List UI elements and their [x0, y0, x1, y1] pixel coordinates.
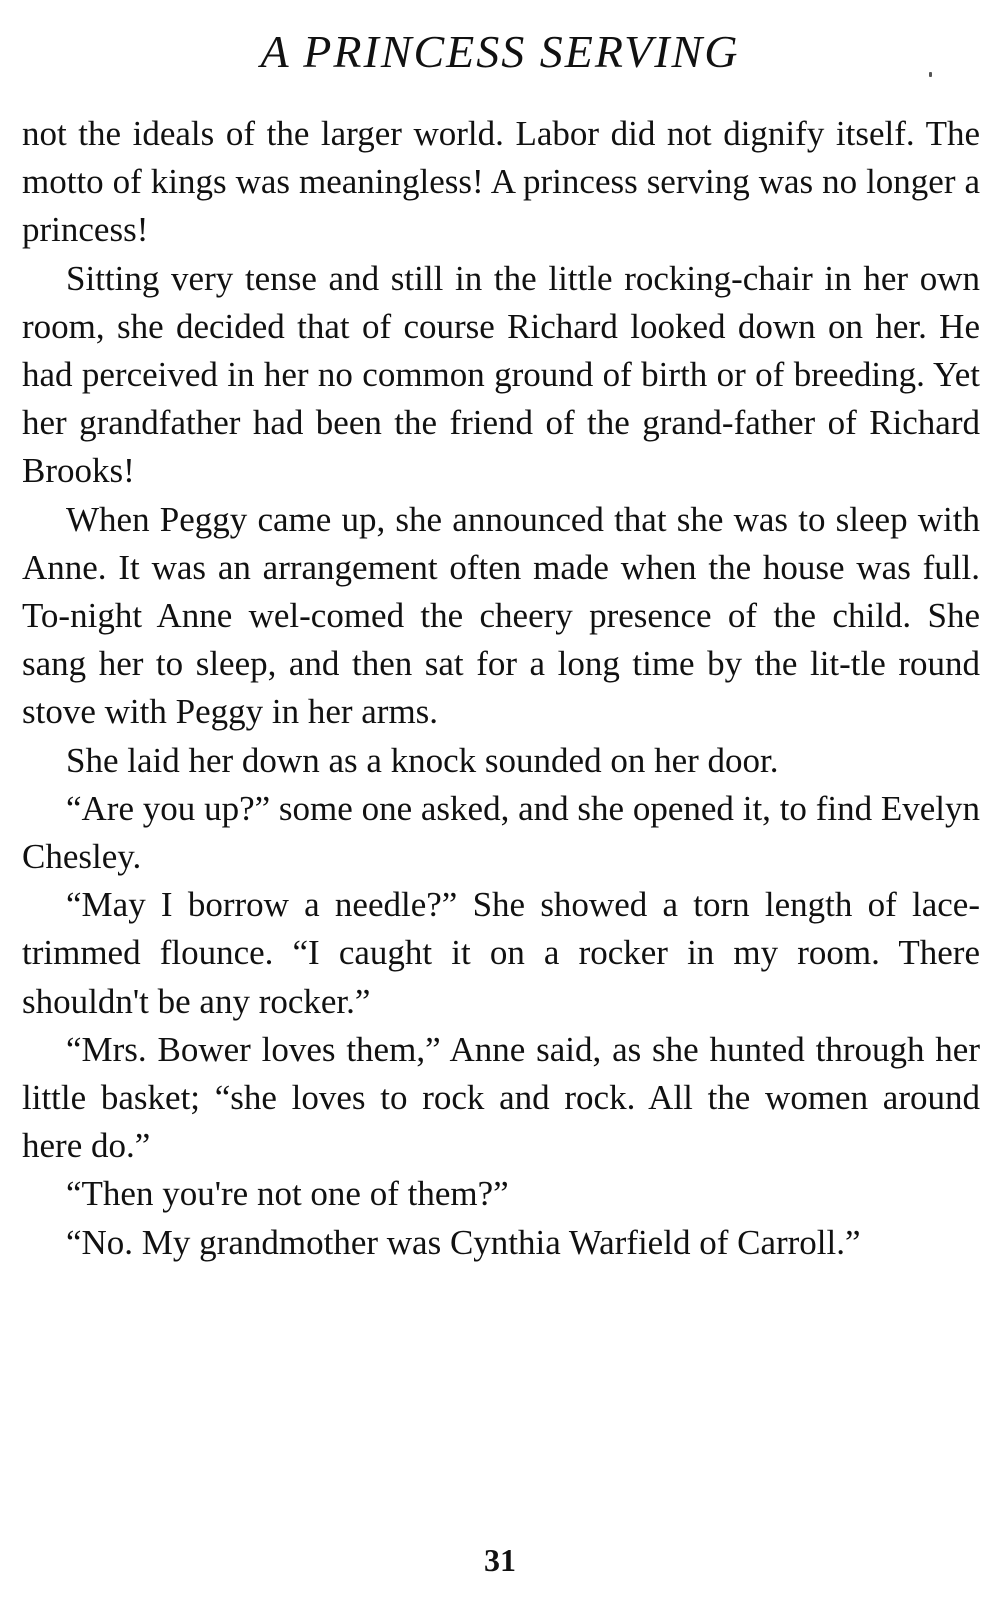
paragraph-4: She laid her down as a knock sounded on her door. — [66, 740, 779, 780]
running-head: A PRINCESS SERVING — [260, 26, 740, 77]
paragraph-3: When Peggy came up, she announced that she was to sleep with Anne. It was an arrangement often made when the house was full. To-night Anne wel-comed the cheery presence of the child. She sang her to sleep, and then sat for a long time by the lit-tle round stove with Peggy in her arms. — [22, 499, 980, 732]
paragraph-2: Sitting very tense and still in the little rocking-chair in her own room, she decided that of course Richard looked down on her. He had perceived in her no common ground of birth or of breeding. Yet her grandfather had been the friend of the grand-father of Richard Brooks! — [22, 258, 980, 491]
paragraph-6: “May I borrow a needle?” She showed a torn length of lace-trimmed flounce. “I caught it on a rocker in my room. There shouldn't be any rocker.” — [22, 885, 980, 1021]
paragraph-1: not the ideals of the larger world. Labor did not dignify itself. The motto of kings was meaningless! A princess serving was no longer a princess! — [22, 114, 980, 250]
body-text — [22, 110, 980, 1267]
paragraph-8: “Then you're not one of them?” — [66, 1174, 509, 1214]
print-speck — [929, 72, 932, 77]
paragraph-9: “No. My grandmother was Cynthia Warfield of Carroll.” — [66, 1222, 861, 1262]
paragraph-5: “Are you up?” some one asked, and she opened it, to find Evelyn Chesley. — [22, 788, 980, 877]
paragraph-7: “Mrs. Bower loves them,” Anne said, as she hunted through her little basket; “she loves to rock and rock. All the women around here do.” — [22, 1029, 980, 1166]
page-number: 31 — [484, 1542, 516, 1578]
